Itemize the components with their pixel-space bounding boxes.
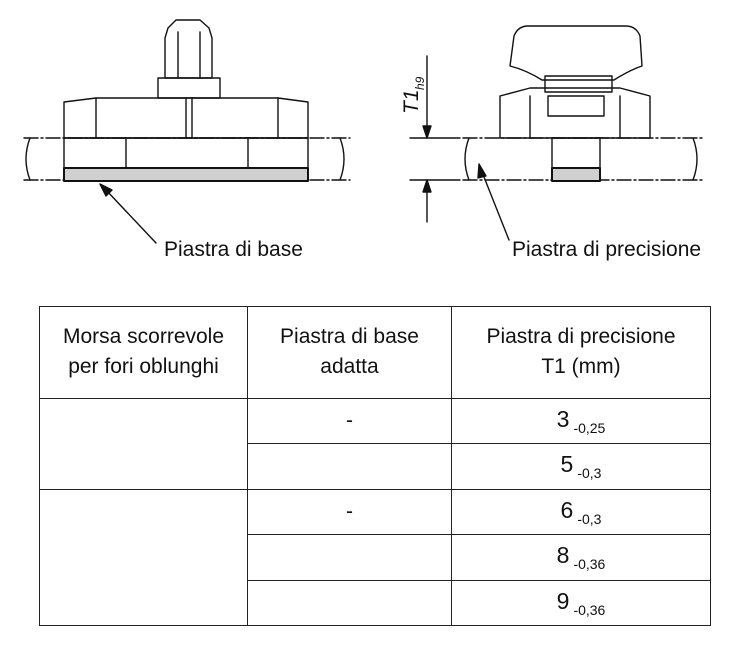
morsa-cell-2 (40, 489, 248, 625)
precision-plate-shape (552, 168, 600, 181)
technical-drawing (0, 0, 750, 300)
base-cell (248, 535, 452, 580)
clamp-left-drawing (24, 20, 350, 180)
table-header-row (40, 307, 711, 399)
header-base-plate: Piastra di base adatta (248, 307, 452, 399)
base-cell (248, 444, 452, 489)
dimension-label: T1 (400, 89, 423, 114)
base-cell: - (248, 398, 452, 443)
specification-table (39, 306, 711, 626)
precision-plate-label: Piastra di precisione (512, 238, 702, 261)
header-morsa: Morsa scorrevole per fori oblunghi (40, 307, 248, 399)
header-precision-plate: Piastra di precisione T1 (mm) (452, 307, 711, 399)
table-row (40, 398, 711, 443)
table-row (40, 489, 711, 534)
precision-cell: 3 $_{-0,25}$ (452, 398, 711, 443)
precision-cell: 6 $_{-0,3}$ (452, 489, 711, 534)
base-cell (248, 580, 452, 625)
precision-cell: 5 $_{-0,3}$ (452, 444, 711, 489)
dimension-tolerance-label: h9 (413, 76, 427, 90)
precision-cell: 8 $_{-0,36}$ (452, 535, 711, 580)
clamp-right-drawing (410, 26, 703, 180)
base-plate-shape (64, 168, 308, 181)
precision-cell: 9 $_{-0,36}$ (452, 580, 711, 625)
morsa-cell-1 (40, 398, 248, 489)
base-plate-label: Piastra di base (164, 238, 303, 261)
base-cell: - (248, 489, 452, 534)
